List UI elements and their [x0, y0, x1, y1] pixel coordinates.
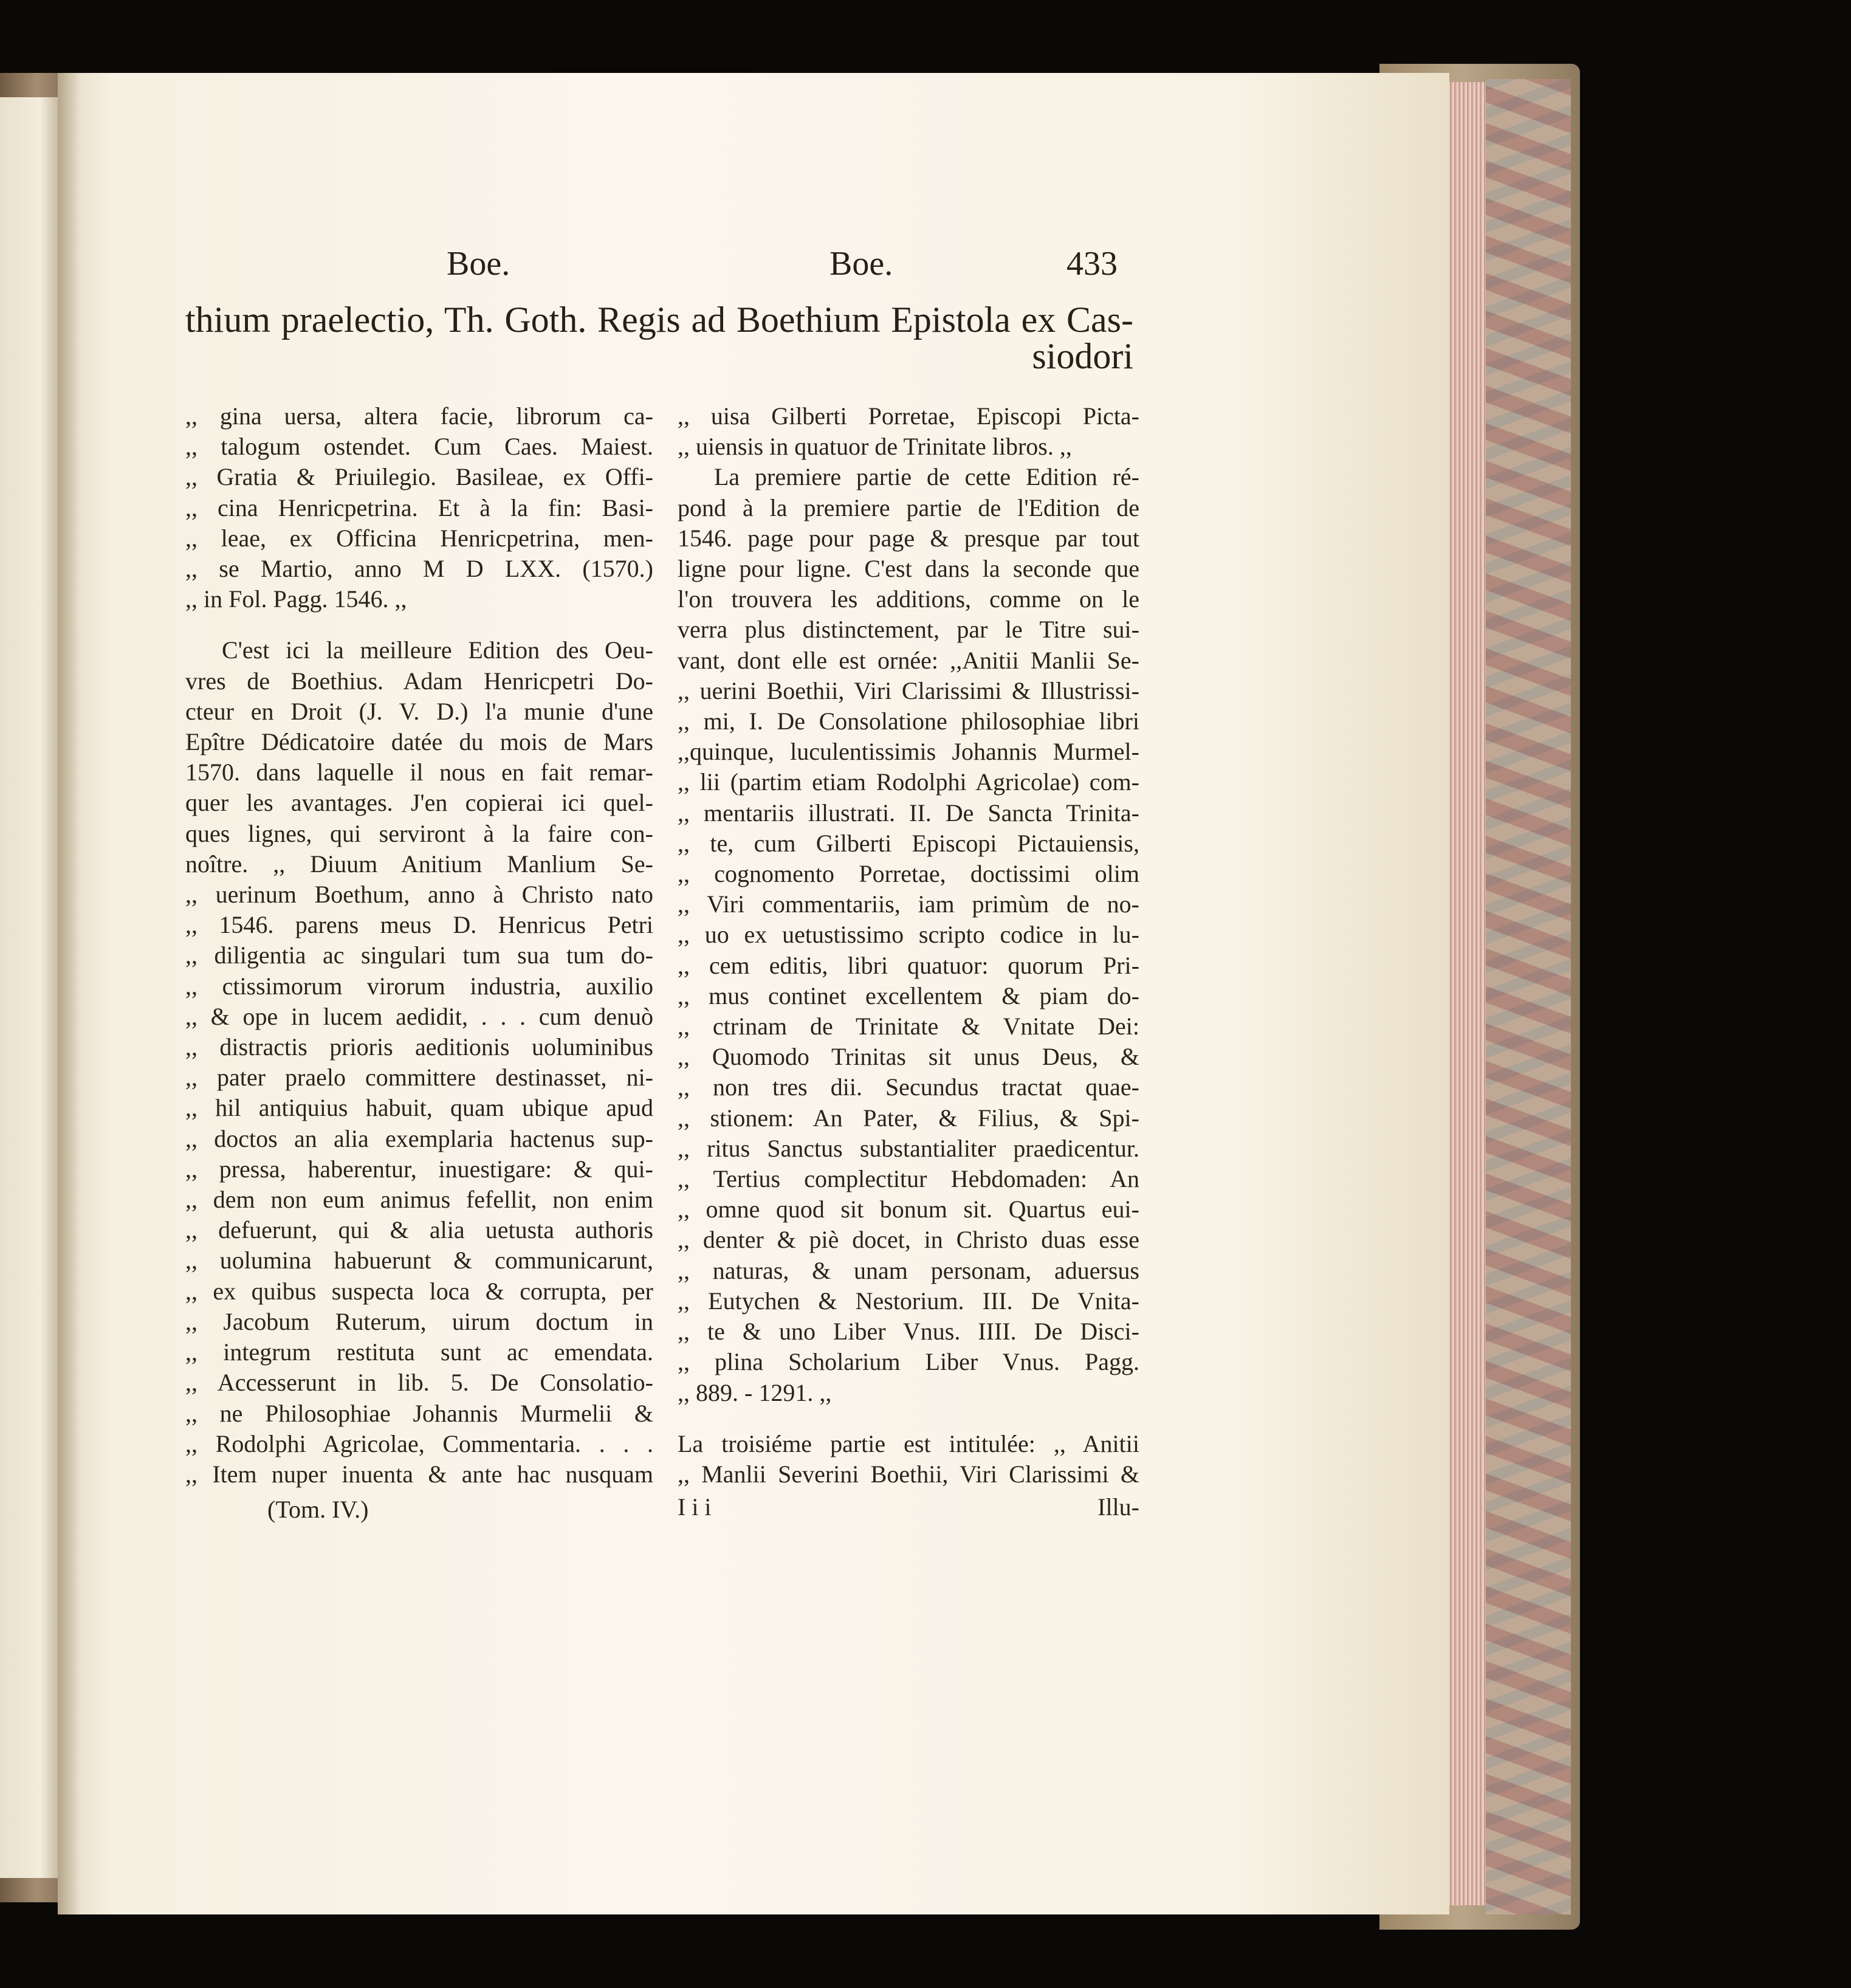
- text-line: ,, Jacobum Ruterum, uirum doctum in: [185, 1307, 653, 1335]
- text-line: vres de Boethius. Adam Henricpetri Do-: [185, 667, 653, 695]
- signature-row: [678, 1493, 1139, 1521]
- text-line: ligne pour ligne. C'est dans la seconde que: [678, 555, 1139, 583]
- text-line: ,, uiensis in quatuor de Trinitate libros. ,,: [678, 433, 1072, 461]
- text-line: ,, Item nuper inuenta & ante hac nusquam: [185, 1460, 653, 1488]
- text-line: ,, defuerunt, qui & alia uetusta authoris: [185, 1216, 653, 1244]
- text-line: cteur en Droit (J. V. D.) l'a munie d'une: [185, 697, 653, 725]
- left-paragraph-1: [185, 401, 653, 614]
- text-line: ,, 1546. parens meus D. Henricus Petri: [185, 911, 653, 939]
- running-head-center: Boe.: [829, 245, 893, 283]
- text-line: ,, ne Philosophiae Johannis Murmelii &: [185, 1399, 653, 1427]
- text-line: ,, leae, ex Officina Henricpetrina, men-: [185, 524, 653, 552]
- page-number: 433: [1066, 245, 1118, 283]
- text-line: ,, uo ex uetustissimo scripto codice in lu-: [678, 921, 1139, 949]
- text-line: ,, dem non eum animus fefellit, non enim: [185, 1186, 653, 1214]
- text-line: ,, te & uno Liber Vnus. IIII. De Disci-: [678, 1318, 1139, 1346]
- text-line: ,, pater praelo committere destinasset, ni-: [185, 1064, 653, 1092]
- text-line: ,, & ope in lucem aedidit, . . . cum denuò: [185, 1002, 653, 1030]
- text-line: ,, cognomento Porretae, doctissimi olim: [678, 860, 1139, 888]
- text-line: ,, Gratia & Priuilegio. Basileae, ex Offi-: [185, 463, 653, 491]
- text-line: Epître Dédicatoire datée du mois de Mars: [185, 728, 653, 756]
- right-paragraph-3: [678, 1429, 1139, 1490]
- text-line: ,, Manlii Severini Boethii, Viri Clarissimi &: [678, 1460, 1139, 1488]
- text-line: ,, cem editis, libri quatuor: quorum Pri-: [678, 951, 1139, 979]
- text-line: ,, omne quod sit bonum sit. Quartus eui-: [678, 1195, 1139, 1223]
- text-line: ,, 889. - 1291. ,,: [678, 1378, 832, 1406]
- left-page-edge: [0, 97, 58, 1878]
- text-line: ,, Accesserunt in lib. 5. De Consolatio-: [185, 1369, 653, 1397]
- text-line: ,, naturas, & unam personam, aduersus: [678, 1256, 1139, 1284]
- running-head-left: Boe.: [447, 245, 510, 283]
- text-line: ,, Rodolphi Agricolae, Commentaria. . . .: [185, 1429, 653, 1457]
- text-line: ,, pressa, haberentur, inuestigare: & qui-: [185, 1155, 653, 1183]
- text-line: ,, uerini Boethii, Viri Clarissimi & Illustrissi-: [678, 676, 1139, 704]
- title-continuation: siodori: [1032, 336, 1133, 376]
- text-line: ,, stionem: An Pater, & Filius, & Spi-: [678, 1104, 1139, 1132]
- text-line: ,, plina Scholarium Liber Vnus. Pagg.: [678, 1348, 1139, 1376]
- text-line: ,, mus continet excellentem & piam do-: [678, 982, 1139, 1009]
- text-line: ,, denter & piè docet, in Christo duas esse: [678, 1226, 1139, 1254]
- right-column: [678, 401, 1139, 1490]
- left-paragraph-2: [185, 635, 653, 1490]
- text-line: ,, lii (partim etiam Rodolphi Agricolae) com-: [678, 768, 1139, 796]
- marbled-endpaper: [1486, 79, 1571, 1914]
- text-line: ,, ritus Sanctus substantialiter praedicentur.: [678, 1134, 1139, 1162]
- title-line: thium praelectio, Th. Goth. Regis ad Boethium Epistola ex Cas-: [185, 300, 1133, 340]
- text-line: 1570. dans laquelle il nous en fait remar-: [185, 758, 653, 786]
- text-line: ,, Viri commentariis, iam primùm de no-: [678, 890, 1139, 918]
- text-line: ,, uolumina habuerunt & communicarunt,: [185, 1247, 653, 1274]
- text-line: ques lignes, qui serviront à la faire con-: [185, 819, 653, 847]
- text-line: vant, dont elle est ornée: ,,Anitii Manlii Se-: [678, 646, 1139, 674]
- text-line: ,,quinque, luculentissimis Johannis Murmel-: [678, 738, 1139, 766]
- text-line: La premiere partie de cette Edition ré-: [714, 463, 1139, 491]
- text-line: quer les avantages. J'en copierai ici quel-: [185, 789, 653, 817]
- left-column: [185, 401, 653, 1490]
- text-line: ,, mi, I. De Consolatione philosophiae libri: [678, 707, 1139, 735]
- text-line: C'est ici la meilleure Edition des Oeu-: [222, 636, 653, 664]
- right-paragraph-1: [678, 401, 1139, 462]
- text-line: ,, se Martio, anno M D LXX. (1570.): [185, 555, 653, 583]
- volume-marker: (Tom. IV.): [267, 1496, 369, 1523]
- text-line: ,, uisa Gilberti Porretae, Episcopi Picta-: [678, 402, 1139, 430]
- text-line: ,, doctos an alia exemplaria hactenus sup-: [185, 1124, 653, 1152]
- text-line: l'on trouvera les additions, comme on le: [678, 585, 1139, 613]
- text-line: ,, integrum restituta sunt ac emendata.: [185, 1338, 653, 1366]
- text-line: ,, gina uersa, altera facie, librorum ca-: [185, 402, 653, 430]
- text-line: ,, distractis prioris aeditionis uoluminibus: [185, 1033, 653, 1061]
- text-line: ,, cina Henricpetrina. Et à la fin: Basi-: [185, 494, 653, 521]
- text-line: noître. ,, Diuum Anitium Manlium Se-: [185, 850, 653, 878]
- text-line: ,, Quomodo Trinitas sit unus Deus, &: [678, 1043, 1139, 1071]
- text-line: pond à la premiere partie de l'Edition de: [678, 494, 1139, 521]
- text-line: ,, te, cum Gilberti Episcopi Pictauiensis,: [678, 829, 1139, 857]
- text-line: ,, uerinum Boethum, anno à Christo nato: [185, 881, 653, 909]
- text-line: ,, in Fol. Pagg. 1546. ,,: [185, 585, 407, 613]
- text-line: ,, Tertius complectitur Hebdomaden: An: [678, 1165, 1139, 1193]
- text-line: ,, diligentia ac singulari tum sua tum do-: [185, 941, 653, 969]
- catchword: Illu-: [1097, 1493, 1139, 1521]
- signature-mark: I i i: [678, 1493, 712, 1521]
- text-line: ,, ctissimorum virorum industria, auxilio: [185, 972, 653, 1000]
- text-line: verra plus distinctement, par le Titre sui-: [678, 616, 1139, 644]
- text-line: ,, talogum ostendet. Cum Caes. Maiest.: [185, 433, 653, 461]
- text-line: ,, Eutychen & Nestorium. III. De Vnita-: [678, 1287, 1139, 1315]
- right-paragraph-2: [678, 462, 1139, 1408]
- text-line: ,, non tres dii. Secundus tractat quae-: [678, 1073, 1139, 1101]
- text-line: 1546. page pour page & presque par tout: [678, 524, 1139, 552]
- text-line: ,, ex quibus suspecta loca & corrupta, per: [185, 1277, 653, 1305]
- text-line: ,, ctrinam de Trinitate & Vnitate Dei:: [678, 1013, 1139, 1040]
- text-line: La troisiéme partie est intitulée: ,, Anitii: [678, 1429, 1139, 1457]
- text-line: ,, mentariis illustrati. II. De Sancta Trinita-: [678, 799, 1139, 827]
- page-gutter-shadow: [58, 73, 81, 1914]
- text-line: ,, hil antiquius habuit, quam ubique apud: [185, 1094, 653, 1122]
